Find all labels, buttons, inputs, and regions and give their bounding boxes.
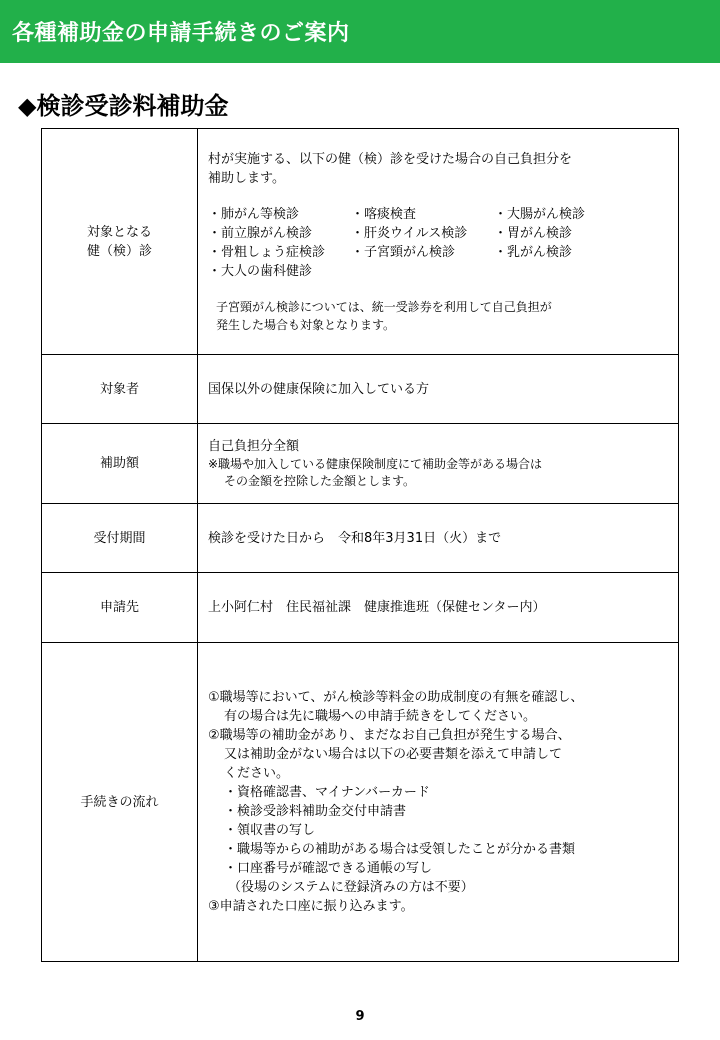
checkup-item: ・子宮頸がん検診 (351, 244, 456, 260)
label-eligible: 対象者 (42, 355, 198, 424)
table-row-period (42, 504, 679, 573)
page-title: 各種補助金の申請手続きのご案内 (12, 21, 350, 46)
checkup-row (208, 243, 677, 262)
content-flow (198, 643, 679, 962)
label-amount: 補助額 (42, 424, 198, 504)
page-number: 9 (355, 1009, 365, 1024)
label-apply-to: 申請先 (42, 573, 198, 643)
subsidy-info-table (41, 128, 679, 962)
checkup-item: ・胃がん検診 (494, 225, 573, 241)
checkup-row (208, 205, 677, 224)
amount-note-line1: ※職場や加入している健康保険制度にて補助金等がある場合は (208, 457, 543, 471)
flow-step3: ③申請された口座に振り込みます。 (208, 899, 414, 914)
intro-line1: 村が実施する、以下の健（検）診を受けた場合の自己負担分を (208, 151, 573, 167)
section-title: ◆検診受診料補助金 (18, 92, 229, 120)
checkup-item: ・喀痰検査 (351, 206, 417, 222)
flow-doc-item: ・口座番号が確認できる通帳の写し (224, 861, 433, 876)
content-period: 検診を受けた日から 令和8年3月31日（火）まで (198, 504, 679, 573)
label-target-exam (42, 129, 198, 355)
checkup-item: ・大人の歯科健診 (208, 263, 313, 279)
header-banner (0, 0, 720, 63)
checkup-row (208, 224, 677, 243)
label-period: 受付期間 (42, 504, 198, 573)
label-target-exam-line2: 健（検）診 (86, 243, 152, 259)
content-target-exam (198, 129, 679, 355)
flow-step2-line3: ください。 (224, 766, 290, 781)
intro-line2: 補助します。 (208, 170, 285, 186)
flow-doc-item: ・職場等からの補助がある場合は受領したことが分かる書類 (224, 842, 576, 857)
content-apply-to: 上小阿仁村 住民福祉課 健康推進班（保健センター内） (198, 573, 679, 643)
content-eligible: 国保以外の健康保険に加入している方 (198, 355, 679, 424)
flow-step2-line2: 又は補助金がない場合は以下の必要書類を添えて申請して (224, 747, 563, 762)
cervical-note (208, 298, 677, 334)
checkup-list (208, 205, 677, 281)
flow-doc-item: ・領収書の写し (224, 823, 316, 838)
checkup-item: ・肺がん等検診 (208, 206, 300, 222)
table-row-eligible (42, 355, 679, 424)
flow-step2-line1: ②職場等の補助金があり、まだなお自己負担が発生する場合、 (208, 728, 571, 743)
table-row-target-exam (42, 129, 679, 355)
checkup-row (208, 262, 677, 281)
table-row-apply-to (42, 573, 679, 643)
amount-note-line2: その金額を控除した金額とします。 (224, 474, 416, 488)
flow-step1-line2: 有の場合は先に職場への申請手続きをしてください。 (224, 709, 537, 724)
amount-value: 自己負担分全額 (208, 439, 300, 454)
table-row-flow (42, 643, 679, 962)
table-row-amount (42, 424, 679, 504)
checkup-item: ・前立腺がん検診 (208, 225, 313, 241)
content-amount (198, 424, 679, 504)
cervical-note-line2: 発生した場合も対象となります。 (216, 317, 396, 332)
label-target-exam-line1: 対象となる (86, 224, 152, 240)
checkup-item: ・乳がん検診 (494, 244, 573, 260)
flow-doc-item: ・資格確認書、マイナンバーカード (224, 785, 430, 800)
label-flow: 手続きの流れ (42, 643, 198, 962)
checkup-item: ・骨粗しょう症検診 (208, 244, 326, 260)
checkup-item: ・大腸がん検診 (494, 206, 586, 222)
flow-doc-note: （役場のシステムに登録済みの方は不要） (228, 880, 474, 895)
flow-step1-line1: ①職場等において、がん検診等料金の助成制度の有無を確認し、 (208, 690, 584, 705)
cervical-note-line1: 子宮頸がん検診については、統一受診券を利用して自己負担が (216, 299, 552, 314)
checkup-item: ・肝炎ウイルス検診 (351, 225, 468, 241)
flow-doc-item: ・検診受診料補助金交付申請書 (224, 804, 407, 819)
